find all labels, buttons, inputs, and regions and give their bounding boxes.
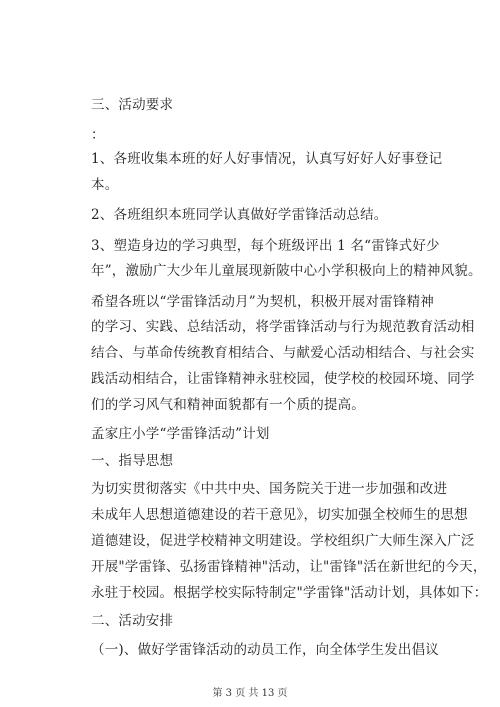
paragraph-line: 的学习、实践、总结活动，将学雷锋活动与行为规范教育活动相 xyxy=(91,319,475,335)
paragraph-line: 开展"学雷锋、弘扬雷锋精神"活动，让"雷锋"活在新世纪的今天， xyxy=(91,559,487,575)
paragraph-line: 年”，激励广大少年儿童展现新陂中心小学积极向上的精神风貌。 xyxy=(91,263,482,279)
paragraph-line: 为切实贯彻落实《中共中央、国务院关于进一步加强和改进 xyxy=(91,481,448,497)
paragraph-line: 3、塑造身边的学习典型，每个班级评出 1 名“雷锋式好少 xyxy=(91,238,440,254)
page-number-footer: 第 3 页 共 13 页 xyxy=(212,688,288,699)
paragraph-line: 道德建设，促进学校精神文明建设。学校组织广大师生深入广泛 xyxy=(91,533,475,549)
heading-activity-requirements: 三、活动要求 xyxy=(91,97,174,113)
section-title-plan: 孟家庄小学“学雷锋活动”计划 xyxy=(91,426,270,442)
heading-guiding-ideology: 一、指导思想 xyxy=(91,453,174,469)
paragraph-line: 2、各班组织本班同学认真做好学雷锋活动总结。 xyxy=(91,207,388,223)
colon-line: ： xyxy=(91,127,105,143)
paragraph-line: 践活动相结合，让雷锋精神永驻校园，使学校的校园环境、同学 xyxy=(91,371,475,387)
paragraph-line: 永驻于校园。根据学校实际特制定"学雷锋"活动计划，具体如下： xyxy=(91,585,488,601)
paragraph-line: 未成年人思想道德建设的若干意见》，切实加强全校师生的思想 xyxy=(91,507,468,523)
paragraph-line: 们的学习风气和精神面貌都有一个质的提高。 xyxy=(91,397,365,413)
paragraph-line: 结合、与革命传统教育相结合、与献爱心活动相结合、与社会实 xyxy=(91,345,475,361)
heading-activity-arrangement: 二、活动安排 xyxy=(91,613,174,629)
paragraph-line: （一)、做好学雷锋活动的动员工作，向全体学生发出倡议 xyxy=(91,642,439,658)
paragraph-line: 希望各班以“学雷锋活动月”为契机，积极开展对雷锋精神 xyxy=(91,294,435,310)
paragraph-line: 1、各班收集本班的好人好事情况，认真写好好人好事登记 xyxy=(91,151,443,167)
paragraph-line: 本。 xyxy=(91,177,119,193)
